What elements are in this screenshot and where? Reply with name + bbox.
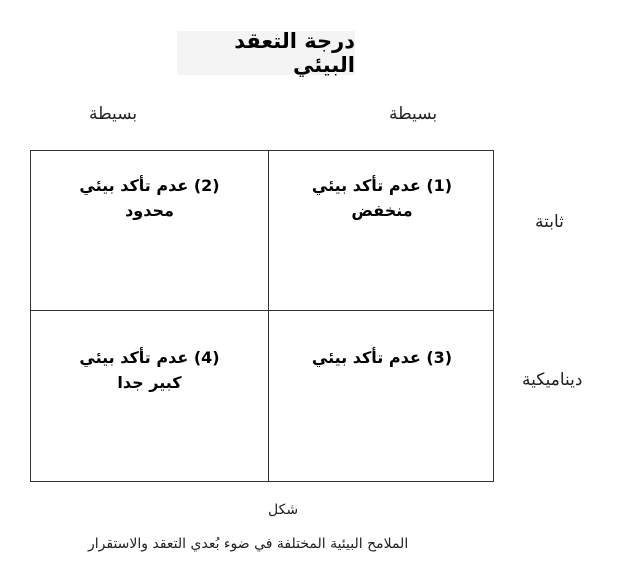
matrix-grid — [30, 150, 494, 482]
figure-caption: الملامح البيئية المختلفة في ضوء بُعدي التعقد والاستقرار — [88, 536, 409, 552]
cell-3-line1: (3) عدم تأكد بيئي — [311, 348, 453, 367]
diagram-title: درجة التعقد البيئي — [234, 29, 355, 77]
cell-4-line1: (4) عدم تأكد بيئي — [79, 348, 220, 367]
figure-label: شكل — [268, 502, 299, 518]
cell-4-line2: كبير جدا — [117, 373, 182, 392]
column-label-right: بسيطة — [389, 104, 438, 124]
cell-1-line2: منخفض — [351, 201, 413, 220]
title-box — [177, 31, 355, 75]
cell-2-line1: (2) عدم تأكد بيئي — [79, 176, 220, 195]
matrix-horizontal-divider — [31, 310, 493, 311]
row-label-stable: ثابتة — [535, 212, 564, 232]
cell-3 — [269, 345, 495, 370]
cell-2-line2: محدود — [125, 201, 174, 220]
row-label-dynamic: ديناميكية — [522, 370, 583, 390]
cell-1 — [269, 173, 495, 223]
cell-2 — [31, 173, 268, 223]
cell-1-line1: (1) عدم تأكد بيئي — [311, 176, 453, 195]
cell-4 — [31, 345, 268, 395]
column-label-left: بسيطة — [89, 104, 138, 124]
